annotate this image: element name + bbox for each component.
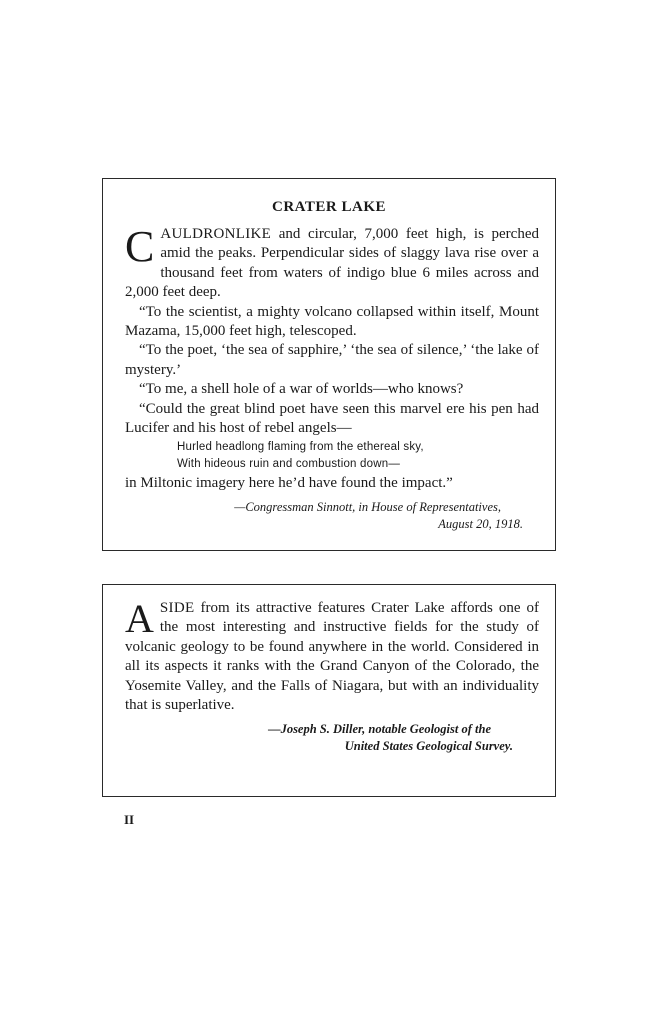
paragraph-3: “To the poet, ‘the sea of sapphire,’ ‘the sea of silence,’ ‘the lake of mystery.’ (125, 342, 539, 378)
citation-line: United States Geological Survey. (344, 739, 513, 754)
paragraph-1 (125, 222, 539, 303)
verse-quote (177, 439, 539, 473)
lead-caps: SIDE (159, 600, 195, 616)
citation-line: August 20, 1918. (438, 516, 523, 531)
paragraph-1-text: from its attractive features Crater Lake affords one of the most interesting and instructive fields for the study of volcanic geology to be found anywhere in the world. Considered in all its aspects it ranks with the Grand Canyon of the Colorado, the Yosemite Valley, and the Falls of Niagara, but with an individuality that is superlative. (125, 600, 539, 714)
citation (125, 721, 539, 755)
citation-line: —Congressman Sinnott, in House of Representatives, (234, 499, 501, 514)
paragraph-6: in Miltonic imagery here he’d have found the impact.” (125, 475, 453, 492)
paragraph-5: “Could the great blind poet have seen this marvel ere his pen had Lucifer and his host of rebel angels— (125, 400, 539, 437)
quote-body (125, 222, 539, 533)
diller-quote-box (102, 584, 556, 797)
lead-caps: AULDRONLIKE (160, 226, 272, 242)
paragraph-2: “To the scientist, a mighty volcano collapsed within itself, Mount Mazama, 15,000 feet high, telescoped. (125, 303, 539, 340)
citation-line: —Joseph S. Diller, notable Geologist of the (268, 722, 491, 737)
verse-line: Hurled headlong flaming from the ethereal sky, (177, 441, 424, 454)
quote-body (125, 596, 539, 755)
verse-line: With hideous ruin and combustion down— (177, 458, 401, 471)
paragraph-1-text: and circular, 7,000 feet high, is perched amid the peaks. Perpendicular sides of slaggy lava rise over a thousand feet from waters of indigo blue 6 miles across and 2,000 feet deep. (125, 226, 539, 301)
drop-cap: C (125, 222, 155, 271)
page-number: II (124, 812, 135, 827)
box-title: CRATER LAKE (272, 199, 386, 215)
crater-lake-quote-box (102, 178, 556, 551)
paragraph-4: “To me, a shell hole of a war of worlds—who knows? (139, 381, 464, 398)
citation (125, 499, 539, 533)
paragraph-1 (125, 596, 539, 715)
drop-cap: A (125, 596, 154, 641)
